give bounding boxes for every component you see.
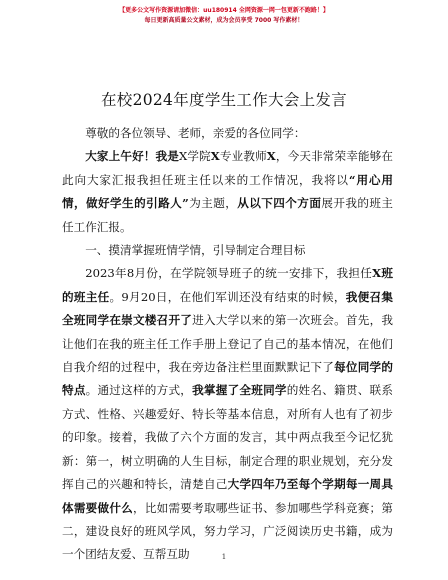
- intro-major: X: [210, 149, 220, 164]
- s1-text-g: 每位同学的特点: [62, 360, 393, 398]
- document-body: [62, 122, 393, 567]
- s1-text-e: 进入大学以来的第一次班会: [192, 313, 335, 328]
- paragraph-section-1: [62, 262, 393, 566]
- intro-greeting: 大家上午好！我是: [85, 149, 179, 164]
- intro-name: X: [266, 149, 276, 164]
- s1-text-d: 我便召集全班同学在崇文楼召开了: [62, 289, 393, 328]
- promo-banner-line-2: 每日更新高质量公文素材，成为会员享受 7000 写作素材！: [144, 17, 304, 24]
- s1-text-j: 的姓名、籍贯、联系方式、性格、兴趣爱好、特长等基本信息，对所有人也有了初步的印象。接着，我做了六个方面的发言，其中两点我至今记忆犹新：第一，树立明确的人生目标，制定合理的职业规划，充分发挥自己的兴趣和特长，清楚自己: [62, 383, 393, 492]
- s1-text-f: 。首先，我让他们在我的班主任工作手册上登记了自己的基本情况，在他们自我介绍的过程中，我在旁边备注栏里面默默记下了: [62, 313, 393, 375]
- promo-banner: [0, 6, 448, 26]
- paragraph-intro: [62, 145, 393, 239]
- document-title: 在校2024年度学生工作大会上发言: [100, 91, 348, 109]
- s1-text-a: 2023年8月份，在学院领导班子的统一安排下，我担任: [85, 266, 373, 281]
- intro-four-aspects: 从以下四个方面: [237, 196, 322, 211]
- s1-text-c: 。9月20日，在他们军训还没有结束的时候，: [109, 289, 346, 304]
- intro-theme: “用心用情，做好学生的引路人”: [62, 172, 393, 211]
- s1-text-i: 我掌握了全班同学: [192, 383, 287, 398]
- salutation: 尊敬的各位领导、老师，亲爱的各位同学：: [85, 126, 306, 140]
- intro-text: ，今天非常荣幸能够在此向大家汇报我担任班主任以来的工作情况，我将以: [62, 149, 393, 187]
- promo-banner-line-1: 【更多公文写作资源请加微信：uu180914 全网资源一网一包更新不跑路！】: [119, 7, 329, 14]
- intro-role: 专业教师: [219, 149, 267, 164]
- intro-closing: 展开我的班主任工作汇报。: [62, 196, 393, 234]
- intro-theme-suffix: 为主题，: [188, 196, 238, 211]
- page-number: 1: [221, 553, 227, 561]
- s1-text-k: 大学四年乃至每个学期每一周具体需要做什么: [62, 477, 393, 515]
- s1-text-h: 。通过这样的方式，: [85, 383, 193, 398]
- intro-college: X学院: [178, 149, 211, 164]
- section-heading-1: 一、摸清掌握班情学情，引导制定合理目标: [85, 243, 306, 258]
- s1-class-name: X班的班主任: [62, 266, 394, 304]
- s1-text-l: ，比如需要考取哪些证书、参加哪些学科竞赛；第二，建设良好的班风学风，努力学习，广泛阅读历史书籍，成为一个团结友爱、互帮互助: [62, 500, 393, 562]
